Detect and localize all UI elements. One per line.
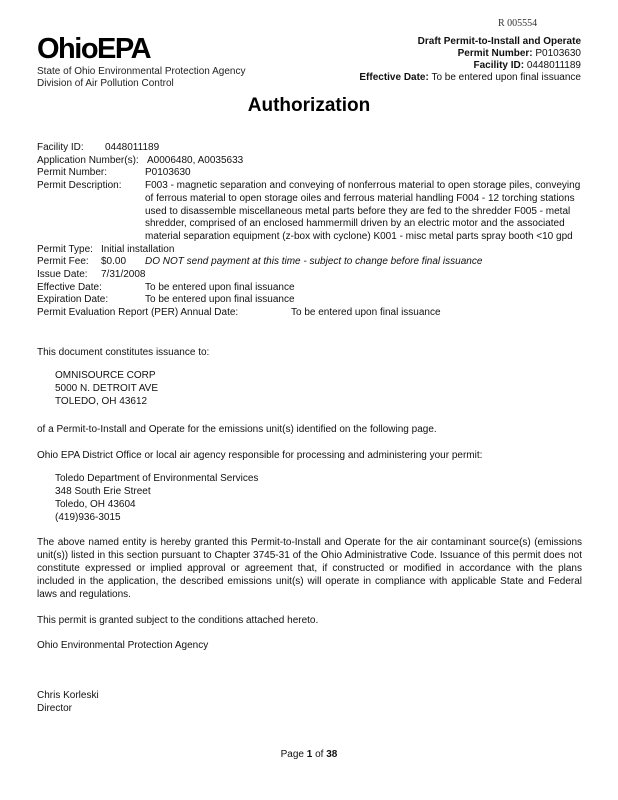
issue-date-label: Issue Date: [37, 269, 88, 281]
issuance-scope: of a Permit-to-Install and Operate for the emissions unit(s) identified on the following page. [37, 424, 437, 435]
permit-type-row [37, 244, 582, 257]
facility-id-value: 0448011189 [105, 142, 160, 153]
permit-header-block [359, 36, 581, 84]
office-street: 348 South Erie Street [55, 485, 151, 497]
permit-fee-row [37, 256, 582, 269]
draft-title: Draft Permit-to-Install and Operate [417, 36, 581, 47]
issuee-name: OMNISOURCE CORP [55, 370, 156, 381]
division-name: Division of Air Pollution Control [37, 78, 174, 89]
permit-number-row [37, 167, 582, 180]
effective-date-row [37, 282, 582, 295]
permit-description-label: Permit Description: [37, 180, 122, 192]
expiration-date-row [37, 294, 582, 307]
permit-fee-note: DO NOT send payment at this time - subject to change before final issuance [145, 256, 483, 268]
agency-name: State of Ohio Environmental Protection Agency [37, 66, 246, 77]
header-facility-id-label: Facility ID: [473, 60, 525, 71]
page-title: Authorization [247, 95, 371, 116]
issuee-address [55, 370, 158, 409]
effective-date-label: Effective Date: [37, 281, 102, 293]
office-phone: (419)936-3015 [55, 511, 121, 523]
permit-description-row [37, 180, 582, 244]
page-of: of [315, 749, 324, 760]
header-permit-number-label: Permit Number: [457, 48, 533, 59]
issue-date-row [37, 269, 582, 282]
office-city: Toledo, OH 43604 [55, 498, 136, 510]
per-date-label: Permit Evaluation Report (PER) Annual Date: [37, 307, 239, 319]
expiration-date-label: Expiration Date: [37, 294, 109, 306]
per-date-row [37, 307, 582, 320]
permit-fee-label: Permit Fee: [37, 256, 89, 268]
facility-id-label: Facility ID: [37, 142, 84, 153]
office-address [55, 473, 258, 525]
ohio-epa-logo: OhioEPA [37, 33, 151, 65]
application-numbers-row [37, 155, 582, 168]
issuance-intro: This document constitutes issuance to: [37, 347, 210, 358]
header-permit-number-value: P0103630 [535, 48, 581, 59]
permit-number-label: Permit Number: [37, 167, 108, 179]
permit-type-label: Permit Type: [37, 243, 93, 255]
page-current: 1 [306, 749, 313, 760]
issuee-street: 5000 N. DETROIT AVE [55, 382, 159, 394]
issuee-city: TOLEDO, OH 43612 [55, 395, 148, 407]
agency-block [37, 66, 245, 90]
header-facility-id-value: 0448011189 [526, 60, 581, 71]
conditions-sentence: This permit is granted subject to the conditions attached hereto. [37, 615, 319, 626]
header-effective-date-label: Effective Date: [359, 72, 429, 83]
effective-date-value: To be entered upon final issuance [145, 281, 295, 293]
signatory-title: Director [37, 702, 73, 714]
permit-type-value: Initial installation [101, 243, 175, 255]
expiration-date-value: To be entered upon final issuance [145, 294, 295, 306]
page-prefix: Page [280, 749, 304, 760]
page-number [0, 749, 618, 760]
office-intro: Ohio EPA District Office or local air agency responsible for processing and administering your permit: [37, 450, 483, 461]
facility-id-row [37, 142, 582, 155]
closing-agency: Ohio Environmental Protection Agency [37, 640, 209, 651]
page-total: 38 [326, 749, 338, 760]
document-reference-number: R 005554 [498, 18, 538, 29]
application-numbers-value: A0006480, A0035633 [147, 154, 244, 166]
permit-number-value: P0103630 [145, 167, 191, 179]
header-effective-date-value: To be entered upon final issuance [431, 72, 581, 83]
office-name: Toledo Department of Environmental Services [55, 473, 259, 484]
application-numbers-label: Application Number(s): [37, 154, 139, 166]
permit-description-value: F003 - magnetic separation and conveying of nonferrous material to open storage piles, conveying of ferrous material to open storage oiles and ferrous material handling F004 - 12 torching stations used to disassemble miscellaneous metal parts before they are fed to the shredder F005 - metal shredder, comprised of an enclosed hammermill driven by an electric motor and the associated material separation equipment (z-box with cyclone) K001 - misc metal parts spray booth <10 gpd [145, 180, 581, 242]
issue-date-value: 7/31/2008 [101, 269, 146, 281]
per-date-value: To be entered upon final issuance [291, 307, 441, 319]
permit-fee-value: $0.00 [101, 256, 127, 268]
signature-block [37, 690, 99, 716]
permit-details [37, 142, 582, 320]
grant-paragraph: The above named entity is hereby granted this Permit-to-Install and Operate for the air contaminant source(s) (emissions unit(s)) listed in this section pursuant to Chapter 3745-31 of the Ohio Administrative Code. Issuance of this permit does not constitute expressed or implied approval or agreement that, if constructed or modified in accordance with the plans included in the application, the described emissions unit(s) will operate in compliance with applicable State and Federal laws and regulations. [37, 537, 582, 600]
signatory-name: Chris Korleski [37, 690, 99, 701]
